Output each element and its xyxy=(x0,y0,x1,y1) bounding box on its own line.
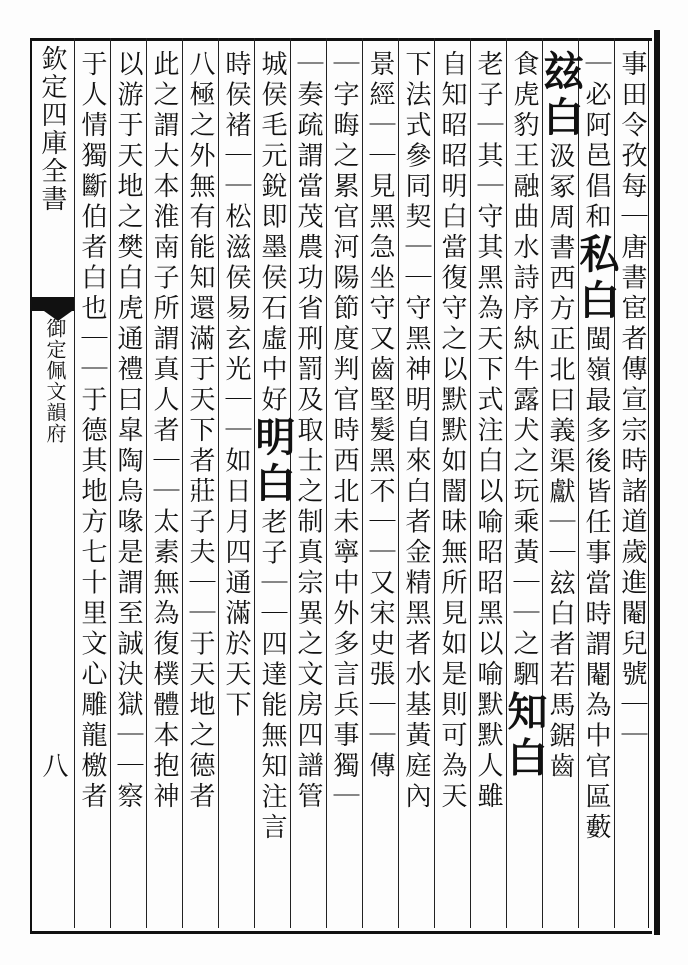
column-1-text-a: 事田令孜每｜ xyxy=(617,50,647,233)
text-column-11 xyxy=(249,50,296,920)
column-8-text: 景經｜｜見黑急坐守又齒堅髮黑不｜｜又宋史張｜｜傳 xyxy=(365,50,395,782)
column-13-text: 八極之外無有能知還滿于天下者莊子夫｜｜于天地之德者 xyxy=(185,50,215,813)
column-2-text-a: ｜必阿邑倡和 xyxy=(581,50,611,233)
text-column-15 xyxy=(110,50,146,920)
text-column-9 xyxy=(326,50,362,920)
text-column-1 xyxy=(614,50,650,920)
text-column-14 xyxy=(146,50,182,920)
fishtail-mark xyxy=(30,297,74,311)
text-column-12 xyxy=(218,50,254,920)
column-11-text-a: 城侯毛元銳即墨侯石虛中好 xyxy=(257,50,287,416)
margin-collection-title: 欽定四庫全書 xyxy=(37,45,67,213)
right-border-rule xyxy=(654,30,660,935)
text-column-8 xyxy=(362,50,398,920)
text-column-2 xyxy=(573,50,620,920)
text-column-4 xyxy=(501,50,548,920)
text-column-7 xyxy=(398,50,434,920)
column-9-text: ｜字晦之累官河陽節度判官時西北未寧中外多言兵事獨｜ xyxy=(329,50,359,813)
column-1-text-b: 唐書宦者傳宣宗時諸道歲進閹兒號｜｜ xyxy=(617,233,647,752)
text-column-13 xyxy=(182,50,218,920)
headword-zhi-bai: 知白 xyxy=(501,690,548,783)
column-2-text-b: 閩嶺最多後皆任事當時謂閹為中官區藪 xyxy=(581,325,611,844)
column-14-text: 此之謂大本淮南子所謂真人者｜｜太素無為復樸體本抱神 xyxy=(149,50,179,813)
column-7-text: 下法式參同契｜｜守黑神明自來白者金精黑者水基黃庭內 xyxy=(401,50,431,813)
column-15-text: 以游于天地之樊白虎通禮曰皐陶烏喙是謂至誠決獄｜｜察 xyxy=(113,50,143,813)
column-16-text: 于人情獨斷伯者白也｜｜于德其地方七十里文心雕龍檄者 xyxy=(77,50,107,813)
column-4-text: 食虎豹王融曲水詩序紈牛露犬之玩乘黃｜｜之駟 xyxy=(509,50,539,691)
text-column-3 xyxy=(537,50,584,920)
headword-zi-bai: 玆白 xyxy=(537,50,584,142)
column-12-text-a: 時侯褚｜｜松滋侯易玄光 xyxy=(221,50,251,386)
column-5-text: 老子｜其｜守其黑為天下式注白以喻昭昭黑以喻默默人雖 xyxy=(473,50,503,813)
column-10-text: ｜奏疏謂當茂農功省刑罰及取士之制真宗異之文房四譜管 xyxy=(293,50,323,813)
column-11-text-b: 老子｜｜四達能無知注言 xyxy=(257,508,287,844)
column-6-text: 自知昭昭明白當復守之以默默如闇昧無所見如是則可為天 xyxy=(437,50,467,813)
margin-page-number: 八 xyxy=(38,752,68,778)
text-column-5 xyxy=(470,50,506,920)
margin-book-title: 御定佩文韻府 xyxy=(43,318,67,444)
headword-si-bai: 私白 xyxy=(573,233,620,325)
headword-ming-bai: 明白 xyxy=(249,416,296,508)
column-12-text-b: ｜｜如日月四通滿於天下 xyxy=(221,385,251,721)
column-3-text: 汲冢周書西方正北曰義渠獻｜｜玆白者若馬鋸齒 xyxy=(545,142,575,783)
text-column-16 xyxy=(74,50,110,920)
text-column-6 xyxy=(434,50,470,920)
